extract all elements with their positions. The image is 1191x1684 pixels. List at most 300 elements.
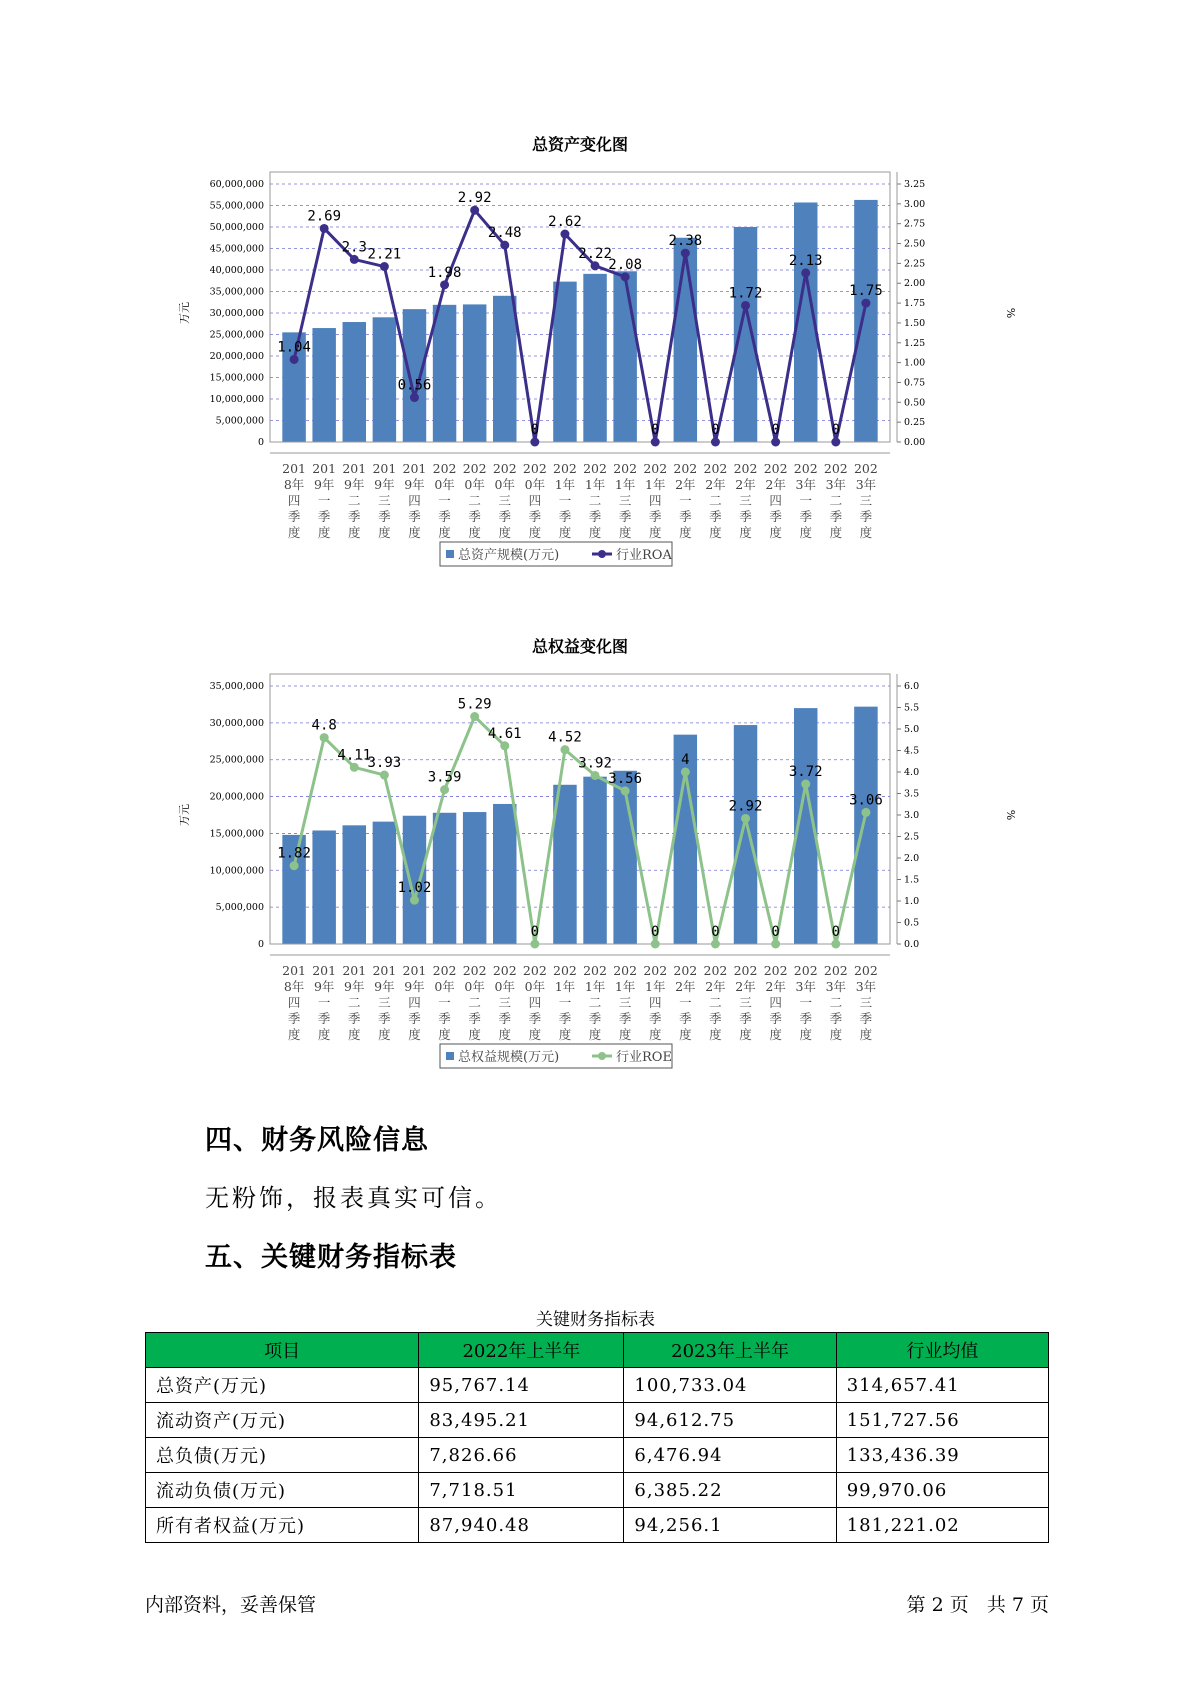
table-cell: 流动资产(万元) [146,1403,419,1438]
category-label: 季 [558,1011,572,1026]
line-point [560,230,569,239]
category-label: 度 [588,525,602,540]
legend-bar-swatch [446,1052,454,1060]
bar [674,238,697,442]
category-label: 202 [853,461,878,476]
category-label: 202 [553,461,577,476]
category-label: 三 [378,493,391,508]
category-label: 一 [438,995,451,1010]
legend-line-marker [598,550,606,558]
category-label: 二 [468,995,481,1010]
category-label: 季 [739,509,752,524]
bar [583,777,606,944]
data-label: 4.11 [337,747,372,764]
footer-page-number: 第 2 页 共 7 页 [906,1594,1049,1616]
data-label: 3.59 [427,769,462,786]
category-label: 1年 [584,477,606,492]
bar [373,317,396,442]
line-point [621,272,630,281]
category-label: 8年 [283,979,305,994]
data-label: 5.29 [457,696,492,713]
right-axis-unit: % [1004,307,1017,319]
category-label: 一 [799,995,812,1010]
category-label: 三 [498,493,512,508]
bar [553,282,576,442]
category-label: 202 [462,963,487,978]
table-row [146,1368,1049,1403]
category-label: 季 [378,509,391,524]
footer-left: 内部资料，妥善保管 [145,1594,317,1616]
table-cell: 6,385.22 [624,1473,836,1508]
category-label: 201 [312,461,337,476]
category-label: 0年 [464,979,485,994]
category-label: 202 [853,963,878,978]
category-label: 季 [408,1011,421,1026]
category-label: 度 [558,1027,572,1042]
category-label: 2年 [705,477,726,492]
category-label: 一 [558,995,572,1010]
category-label: 202 [763,963,788,978]
category-label: 2年 [675,979,696,994]
data-label: 2.69 [307,208,342,225]
line-point [470,206,479,215]
bar [734,725,757,944]
category-label: 度 [317,525,331,540]
category-label: 季 [679,1011,692,1026]
category-label: 度 [709,1027,722,1042]
category-label: 9年 [344,979,365,994]
category-label: 度 [829,1027,843,1042]
right-tick-label: 6.0 [904,681,920,692]
category-label: 季 [528,1011,542,1026]
legend-line-marker [598,1052,606,1060]
line-point [440,280,449,289]
category-label: 8年 [283,477,305,492]
table-cell: 95,767.14 [419,1368,624,1403]
category-label: 度 [348,1027,361,1042]
key-metrics-table [145,1332,1049,1543]
right-tick-label: 2.50 [904,238,926,250]
category-label: 季 [588,1011,602,1026]
left-tick-label: 55,000,000 [209,200,264,212]
category-label: 三 [859,493,873,508]
category-label: 三 [739,995,752,1010]
line-point [500,741,509,750]
line-point [651,438,660,447]
table-row [146,1508,1049,1543]
line-point [440,785,449,794]
table-cell: 总资产(万元) [146,1368,419,1403]
category-label: 二 [829,995,843,1010]
data-label: 0 [831,924,841,940]
data-label: 1.75 [849,283,883,300]
total-equity-chart [170,632,1020,1065]
total-equity-chart-svg [170,632,1020,1065]
category-label: 201 [342,963,367,978]
table-row [146,1438,1049,1473]
right-tick-label: 5.5 [904,702,920,714]
category-label: 201 [342,461,367,476]
category-label: 9年 [313,477,335,492]
line-point [560,745,569,754]
legend-bar-label: 总权益规模(万元) [458,1050,560,1065]
section-5-title: 五、关键财务指标表 [205,1242,457,1273]
category-label: 度 [829,525,843,540]
category-label: 四 [287,995,301,1010]
data-label: 1.02 [397,880,432,897]
category-label: 二 [709,995,722,1010]
line-point [831,438,840,447]
section-4-text: 无粉饰，报表真实可信。 [205,1184,502,1212]
category-label: 度 [648,525,662,540]
data-label: 3.56 [608,770,643,787]
category-label: 度 [679,1027,692,1042]
line-point [861,808,870,817]
table-cell: 总负债(万元) [146,1438,419,1473]
legend-bar-swatch [446,550,454,558]
category-label: 二 [829,493,843,508]
data-label: 2.62 [548,214,582,231]
bar [613,271,636,442]
left-tick-label: 20,000,000 [209,351,264,362]
category-label: 度 [799,525,812,540]
left-tick-label: 5,000,000 [215,902,264,914]
category-label: 202 [432,461,457,476]
category-label: 202 [462,461,487,476]
left-tick-label: 30,000,000 [209,717,264,729]
table-cell: 6,476.94 [624,1438,836,1473]
header-2022h1: 2022年上半年 [419,1333,624,1368]
category-label: 度 [739,1027,752,1042]
category-label: 度 [498,525,512,540]
category-label: 季 [799,1011,812,1026]
bar [373,822,396,944]
data-label: 4 [681,752,690,768]
right-tick-label: 0.25 [904,417,926,429]
category-label: 2年 [735,979,756,994]
line-point [591,261,600,270]
category-label: 季 [859,1011,873,1026]
data-label: 2.08 [608,256,643,273]
left-tick-label: 50,000,000 [209,222,264,233]
category-label: 202 [733,461,758,476]
category-label: 0年 [524,477,546,492]
category-label: 季 [709,1011,722,1026]
left-tick-label: 35,000,000 [209,681,264,692]
right-tick-label: 2.5 [904,831,920,843]
category-label: 2年 [675,477,696,492]
left-tick-label: 15,000,000 [209,828,264,840]
line-point [290,355,299,364]
data-label: 3.72 [788,764,823,781]
table-row [146,1473,1049,1508]
category-label: 202 [823,963,848,978]
category-label: 201 [402,461,427,476]
left-tick-label: 0 [257,939,264,950]
data-label: 0 [711,924,720,940]
bar [312,830,335,944]
category-label: 三 [618,995,632,1010]
category-label: 度 [438,1027,451,1042]
category-label: 二 [588,493,602,508]
category-label: 季 [438,509,451,524]
category-label: 度 [317,1027,331,1042]
data-label: 0.56 [397,377,432,394]
line-point [621,786,630,795]
right-tick-label: 3.00 [904,198,926,210]
right-tick-label: 0.00 [904,437,926,448]
line-point [410,393,419,402]
data-label: 1.04 [277,339,311,356]
category-label: 202 [763,461,788,476]
category-label: 季 [618,1011,632,1026]
category-label: 四 [528,995,542,1010]
right-tick-label: 0.75 [904,377,926,389]
category-label: 度 [528,1027,542,1042]
category-label: 季 [618,509,632,524]
right-tick-label: 2.25 [904,258,926,270]
bar [854,200,877,442]
data-label: 2.21 [367,246,402,263]
category-label: 202 [613,461,638,476]
category-label: 度 [618,525,632,540]
left-axis-unit: 万元 [178,302,191,324]
category-label: 季 [287,509,301,524]
category-label: 二 [588,995,602,1010]
line-point [651,940,660,949]
line-point [771,438,780,447]
category-label: 0年 [434,979,455,994]
right-tick-label: 1.0 [904,896,920,907]
data-label: 0 [711,422,720,438]
line-point [290,861,299,870]
category-label: 季 [769,1011,782,1026]
right-tick-label: 2.0 [904,853,920,864]
category-label: 季 [799,509,812,524]
category-label: 9年 [313,979,335,994]
left-tick-label: 45,000,000 [209,243,264,255]
category-label: 201 [282,963,307,978]
category-label: 度 [378,525,391,540]
data-label: 2.3 [341,239,367,256]
category-label: 2年 [705,979,726,994]
data-label: 2.92 [457,190,492,207]
category-label: 202 [613,963,638,978]
category-label: 度 [859,1027,873,1042]
category-label: 1年 [645,477,666,492]
chart-title: 总资产变化图 [531,135,629,154]
table-cell: 99,970.06 [836,1473,1048,1508]
category-label: 202 [793,461,818,476]
right-tick-label: 1.25 [904,337,926,349]
total-assets-chart-svg [170,130,1020,563]
category-label: 3年 [855,979,877,994]
category-label: 度 [769,1027,782,1042]
chart-title: 总权益变化图 [531,637,629,656]
table-cell: 83,495.21 [419,1403,624,1438]
category-label: 202 [793,963,818,978]
category-label: 四 [287,493,301,508]
category-label: 四 [408,493,421,508]
category-label: 3年 [825,477,847,492]
category-label: 一 [799,493,812,508]
category-label: 202 [823,461,848,476]
bar [463,304,486,442]
bar [734,227,757,442]
line-point [470,712,479,721]
category-label: 9年 [344,477,365,492]
category-label: 季 [498,1011,512,1026]
right-tick-label: 1.50 [904,317,926,329]
line-point [681,768,690,777]
left-tick-label: 5,000,000 [215,415,264,427]
category-label: 0年 [434,477,455,492]
category-label: 202 [703,461,728,476]
category-label: 201 [282,461,307,476]
right-axis-unit: % [1004,809,1017,821]
category-label: 四 [408,995,421,1010]
category-label: 度 [618,1027,632,1042]
line-point [741,301,750,310]
category-label: 季 [588,509,602,524]
category-label: 0年 [494,979,515,994]
category-label: 度 [378,1027,391,1042]
category-label: 度 [588,1027,602,1042]
bar [433,305,456,442]
left-tick-label: 15,000,000 [209,372,264,384]
category-label: 季 [829,509,843,524]
category-label: 201 [312,963,337,978]
category-label: 季 [829,1011,843,1026]
data-label: 0 [651,422,660,438]
left-tick-label: 10,000,000 [209,865,264,877]
table-cell: 7,718.51 [419,1473,624,1508]
category-label: 0年 [464,477,485,492]
right-tick-label: 1.5 [904,874,920,886]
line-point [741,814,750,823]
category-label: 202 [703,963,728,978]
category-label: 度 [769,525,782,540]
bar [583,274,606,442]
bar [403,309,426,442]
category-label: 度 [438,525,451,540]
category-label: 2年 [765,979,786,994]
category-label: 四 [648,493,662,508]
category-label: 一 [558,493,572,508]
data-label: 0 [771,924,780,940]
header-2023h1: 2023年上半年 [624,1333,836,1368]
category-label: 季 [739,1011,752,1026]
category-label: 季 [348,1011,361,1026]
category-label: 3年 [795,477,816,492]
line-point [320,733,329,742]
line-point [711,940,720,949]
table-cell: 87,940.48 [419,1508,624,1543]
right-tick-label: 0.0 [904,939,920,950]
data-label: 2.13 [788,252,823,269]
category-label: 202 [733,963,758,978]
category-label: 季 [317,1011,331,1026]
line-point [711,438,720,447]
category-label: 202 [643,963,668,978]
left-axis-unit: 万元 [178,804,191,826]
category-label: 度 [498,1027,512,1042]
category-label: 三 [739,493,752,508]
category-label: 四 [648,995,662,1010]
legend-line-label: 行业ROE [616,1050,672,1065]
right-tick-label: 5.0 [904,724,920,735]
category-label: 1年 [614,477,636,492]
category-label: 202 [553,963,577,978]
category-label: 202 [583,963,607,978]
category-label: 度 [558,525,572,540]
category-label: 季 [468,1011,481,1026]
category-label: 度 [648,1027,662,1042]
table-row [146,1403,1049,1438]
line-point [801,268,810,277]
category-label: 度 [408,525,421,540]
data-label: 3.06 [849,792,883,809]
bar [433,813,456,944]
category-label: 季 [408,509,421,524]
data-label: 4.8 [311,717,337,734]
category-label: 202 [492,461,517,476]
category-label: 201 [372,461,397,476]
data-label: 3.93 [367,755,402,772]
category-label: 202 [673,963,698,978]
bar [343,825,366,944]
line-point [591,771,600,780]
header-industry-avg: 行业均值 [836,1333,1048,1368]
category-label: 202 [492,963,517,978]
category-label: 度 [348,525,361,540]
category-label: 季 [348,509,361,524]
right-tick-label: 2.00 [904,278,926,290]
table-cell: 94,612.75 [624,1403,836,1438]
right-tick-label: 3.0 [904,810,920,821]
line-point [801,780,810,789]
category-label: 季 [317,509,331,524]
category-label: 0年 [494,477,515,492]
category-label: 3年 [795,979,816,994]
section-4-title: 四、财务风险信息 [205,1125,429,1156]
right-tick-label: 0.50 [904,397,926,409]
line-point [350,763,359,772]
category-label: 度 [679,525,692,540]
category-label: 202 [522,461,547,476]
data-label: 0 [530,924,540,940]
category-label: 0年 [524,979,546,994]
category-label: 二 [468,493,481,508]
left-tick-label: 20,000,000 [209,791,264,803]
right-tick-label: 0.5 [904,917,920,929]
table-header-row [146,1333,1049,1368]
line-point [831,940,840,949]
category-label: 9年 [404,979,425,994]
line-point [320,224,329,233]
category-label: 3年 [825,979,847,994]
category-label: 度 [287,525,301,540]
category-label: 201 [402,963,427,978]
line-point [380,771,389,780]
bar [343,322,366,442]
category-label: 度 [799,1027,812,1042]
left-tick-label: 60,000,000 [209,179,264,190]
category-label: 三 [498,995,512,1010]
left-tick-label: 30,000,000 [209,308,264,319]
category-label: 季 [378,1011,391,1026]
category-label: 季 [287,1011,301,1026]
